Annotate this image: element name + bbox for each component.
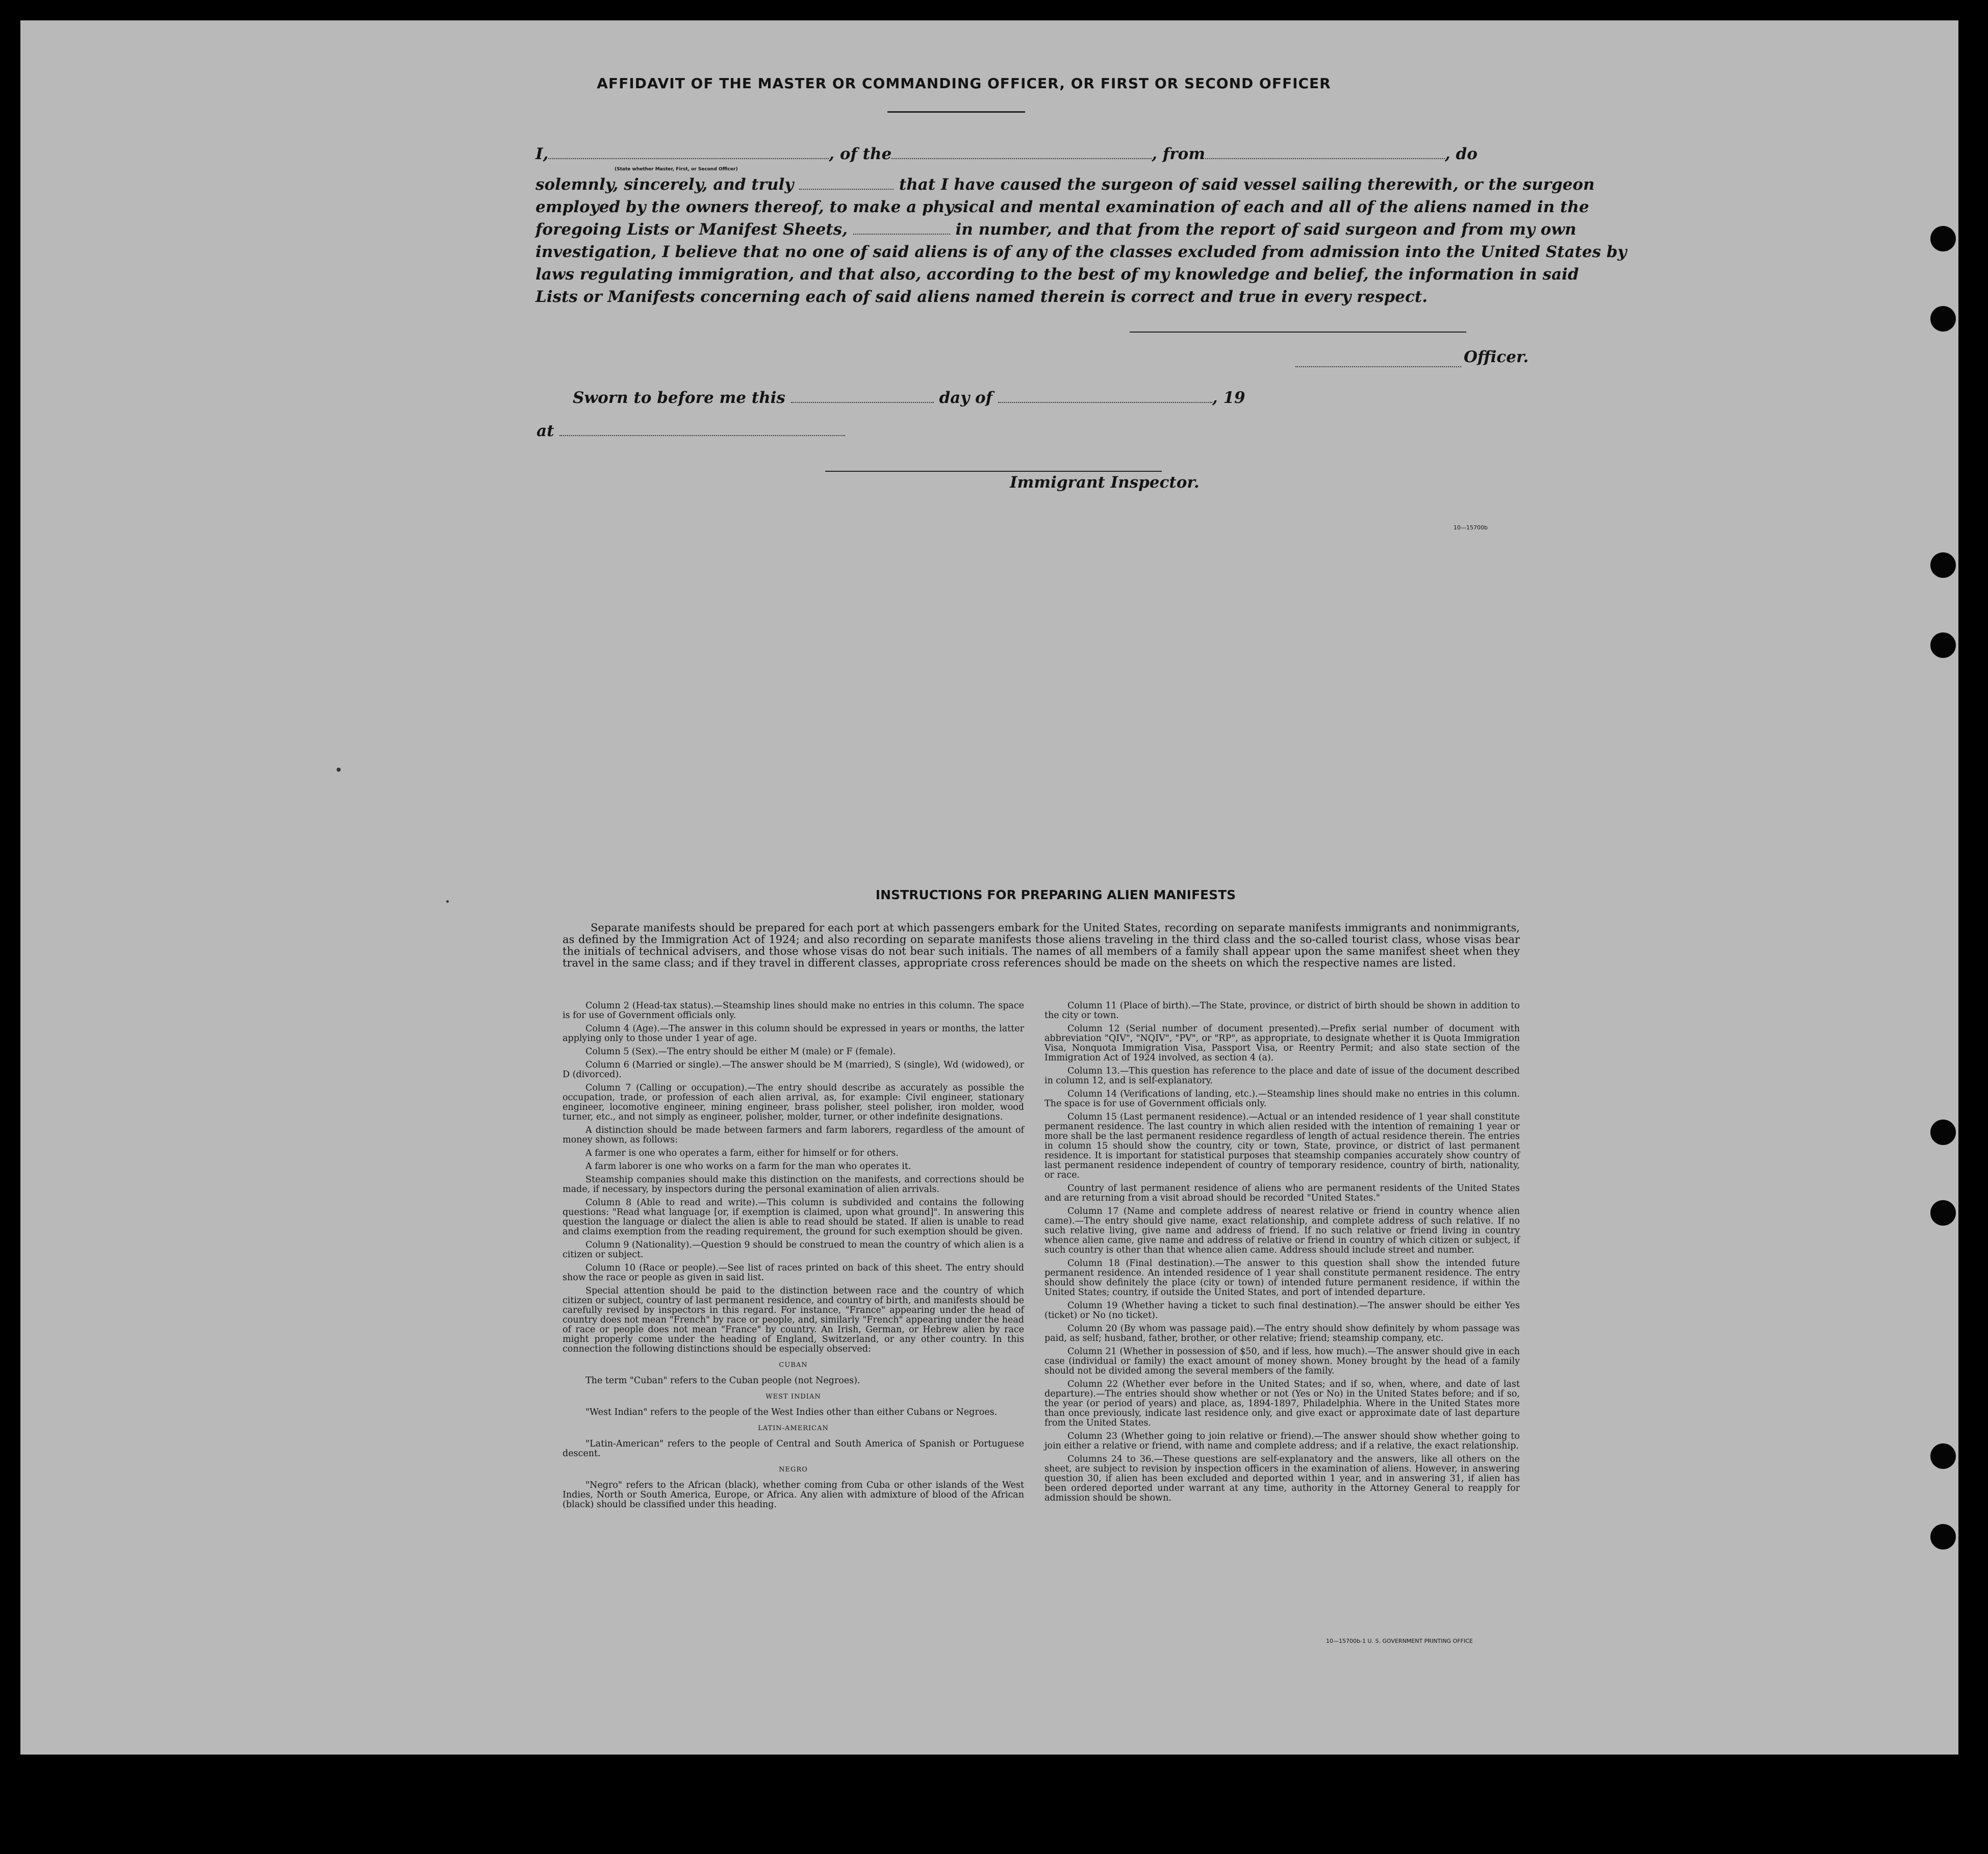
master-signature-line[interactable] [1130,332,1466,333]
instruction-paragraph: A farmer is one who operates a farm, either for himself or for others. [585,1148,899,1158]
punch-hole [1930,552,1956,578]
affidavit-line-1 [536,143,1556,165]
instructions-intro: Separate manifests should be prepared for each port at which passengers embark for the United States, recording on separate manifests immigrants and nonimmigrants, as defined by the Immigration Act of 1924; and also recording on separate manifests those aliens traveling in the third class and the so-called tourist class, whose visas bear the initials of technical advisers, and those whose visas do not bear such initials. The names of all members of a family shall appear upon the same manifest sheet when they travel in the same class; and if they travel in different classes, appropriate cross references should be made on the sheets on which the respective names are listed. [563,922,1520,969]
affidavit-line-6: laws regulating immigration, and that also, according to the best of my knowledge and belief, the information in said [536,265,1579,284]
instruction-paragraph: Column 13.—This question has reference to the place and date of issue of the document described in column 12, and is self-explanatory. [1044,1066,1520,1086]
instruction-paragraph: The term "Cuban" refers to the Cuban people (not Negroes). [585,1376,860,1386]
ink-speck [446,900,449,903]
port-from-blank[interactable] [1205,146,1445,159]
affidavit-text: , of the [829,145,892,163]
inspector-signature-line[interactable] [825,471,1162,472]
affidavit-text: that I have caused the surgeon of said vessel sailing therewith, or the surgeon [899,175,1595,194]
punch-hole [1930,1524,1956,1550]
punch-hole [1930,1120,1956,1145]
officer-signature-line[interactable] [1295,366,1461,367]
instruction-paragraph: Column 4 (Age).—The answer in this column should be expressed in years or months, the latter applying only to those under 1 year of age. [563,1024,1024,1044]
instruction-paragraph: Column 18 (Final destination).—The answer to this question shall show the intended future permanent residence. An intended residence of 1 year shall constitute permanent residence. The entry should show definitely the place (city or town) of intended future permanent residence, if within the United States; country, if outside the United States, and port of intended departure. [1044,1258,1520,1298]
affidavit-text: I, [536,145,549,163]
instruction-paragraph: Column 17 (Name and complete address of nearest relative or friend in country whence alien came).—The entry should give name, exact relationship, and complete address of such relative. If no such relative living, give name and address of friend. If no such relative or friend living in country whence alien came, give name and address of relative or friend in country of which citizen or subject, if such country is other than that whence alien came. Address should include street and number. [1044,1206,1520,1255]
title-underline [887,111,1025,113]
manifest-sheet [20,20,1958,1755]
affidavit-line-4 [536,218,1576,241]
instructions-right-column [1044,1001,1520,1507]
punch-hole [1930,632,1956,658]
sworn-day-blank[interactable] [791,390,934,403]
section-heading: NEGRO [779,1466,808,1474]
instructions-title: INSTRUCTIONS FOR PREPARING ALIEN MANIFESTS [875,887,1236,902]
state-rank-note: (State whether Master, First, or Second Officer) [615,167,738,172]
section-heading: CUBAN [779,1361,808,1369]
officer-label: Officer. [1464,348,1529,366]
inspector-label: Immigrant Inspector. [1010,473,1200,492]
affidavit-line-2 [536,173,1595,196]
officer-rank-blank[interactable] [548,146,829,159]
instruction-paragraph: Column 9 (Nationality).—Question 9 should be construed to mean the country of which alien is a citizen or subject. [563,1240,1024,1260]
sworn-line [573,389,1245,407]
ink-speck [337,768,341,772]
punch-hole [1930,1443,1956,1469]
affidavit-line-5: investigation, I believe that no one of said aliens is of any of the classes excluded from admission into the United States by [536,243,1627,261]
instruction-paragraph: "Negro" refers to the African (black), whether coming from Cuba or other islands of the West Indies, North or South America, Europe, or Africa. Any alien with admixture of blood of the African (black) should be classified under this heading. [563,1480,1024,1510]
affidavit-text: solemnly, sincerely, and truly [536,175,794,194]
sheet-count-blank[interactable] [853,221,950,235]
sworn-place-blank[interactable] [559,423,845,436]
section-heading: WEST INDIAN [766,1393,821,1401]
instruction-paragraph: Column 11 (Place of birth).—The State, province, or district of birth should be shown in addition to the city or town. [1044,1001,1520,1021]
instruction-paragraph: Country of last permanent residence of aliens who are permanent residents of the United States and are returning from a visit abroad should be recorded "United States." [1044,1183,1520,1203]
instruction-paragraph: Column 6 (Married or single).—The answer should be M (married), S (single), Wd (widowed), or D (divorced). [563,1060,1024,1080]
oath-word-blank[interactable] [799,176,894,190]
at-label: at [537,422,554,440]
affidavit-text: , 19 [1212,389,1245,407]
instruction-paragraph: Steamship companies should make this distinction on the manifests, and corrections should be made, if necessary, by inspectors during the personal examination of alien arrivals. [563,1175,1024,1195]
printing-office-footer: 10—15700b-1 U. S. GOVERNMENT PRINTING OFFICE [1326,1638,1473,1644]
instruction-paragraph: A farm laborer is one who works on a farm for the man who operates it. [585,1161,911,1172]
punch-hole [1930,226,1956,251]
instruction-paragraph: Columns 24 to 36.—These questions are self-explanatory and the answers, like all others on the sheet, are subject to revision by inspection officers in the examination of aliens. However, in answering question 30, if alien has been excluded and deported within 1 year, and in answering 31, if alien has been ordered deported under warrant at any time, authority in the Attorney General to reapply for admission should be shown. [1044,1454,1520,1503]
instruction-paragraph: Column 12 (Serial number of document presented).—Prefix serial number of document with abbreviation "QIV", "NQIV", "PV", or "RP", as appropriate, to designate whether it is Quota Immigration Visa, Nonquota Immigration Visa, Passport Visa, or Reentry Permit; and also state section of the Immigration Act of 1924 involved, as section 4 (a). [1044,1024,1520,1063]
affidavit-line-3: employed by the owners thereof, to make a physical and mental examination of each and all of the aliens named in the [536,198,1589,216]
instruction-paragraph: Column 15 (Last permanent residence).—Actual or an intended residence of 1 year shall constitute permanent residence. The last country in which alien resided with the intention of remaining 1 year or more shall be the last permanent residence regardless of length of actual residence therein. The entries in column 15 should show the country, city or town, State, province, or district of last permanent residence. It is important for statistical purposes that steamship companies accurately show country of last permanent residence independent of country of temporary residence, country of birth, nationality, or race. [1044,1112,1520,1180]
instruction-paragraph: Column 7 (Calling or occupation).—The entry should describe as accurately as possible the occupation, trade, or profession of each alien arrival, as, for example: Civil engineer, stationary engineer, locomotive engineer, mining engineer, brass polisher, steel polisher, iron molder, wood turner, etc., and not simply as engineer, polisher, molder, turner, or other indefinite designations. [563,1083,1024,1122]
instruction-paragraph: Column 19 (Whether having a ticket to such final destination).—The answer should be either Yes (ticket) or No (no ticket). [1044,1301,1520,1320]
form-number: 10—15700b [1454,524,1488,531]
instruction-paragraph: Column 5 (Sex).—The entry should be either M (male) or F (female). [585,1047,896,1057]
at-line [537,422,845,440]
instruction-paragraph: Special attention should be paid to the distinction between race and the country of which citizen or subject, country of last permanent residence, and country of birth, and manifests should be carefully revised by inspectors in this regard. For instance, "France" appearing under the head of country does not mean "French" by race or people, and, similarly "French" appearing under the head of race or people does not mean "France" by country. An Irish, German, or Hebrew alien by race might properly come under the heading of England, Switzerland, or any other country. In this connection the following distinctions should be especially observed: [563,1286,1024,1354]
affidavit-text: , from [1152,145,1206,163]
section-heading: LATIN-AMERICAN [758,1425,829,1432]
affidavit-text: day of [939,389,993,407]
instruction-paragraph: Column 22 (Whether ever before in the United States; and if so, when, where, and date of last departure).—The entries should show whether or not (Yes or No) in the United States before; and if so, the year (or period of years) and place, as, 1894-1897, Philadelphia. Where in the United States more than once previously, indicate last residence only, and give exact or approximate date of last departure from the United States. [1044,1379,1520,1428]
punch-hole [1930,306,1956,332]
punch-hole [1930,1200,1956,1226]
affidavit-title: AFFIDAVIT OF THE MASTER OR COMMANDING OFFICER, OR FIRST OR SECOND OFFICER [597,75,1331,92]
affidavit-line-7: Lists or Manifests concerning each of said aliens named therein is correct and true in every respect. [536,288,1428,306]
affidavit-text: in number, and that from the report of said surgeon and from my own [955,220,1576,239]
instruction-paragraph: Column 10 (Race or people).—See list of races printed on back of this sheet. The entry should show the race or people as given in said list. [563,1263,1024,1283]
affidavit-text: , do [1445,145,1477,163]
instruction-paragraph: Column 20 (By whom was passage paid).—The entry should show definitely by whom passage was paid, as self; husband, father, brother, or other relative; friend; steamship company, etc. [1044,1324,1520,1343]
instruction-paragraph: Column 2 (Head-tax status).—Steamship lines should make no entries in this column. The space is for use of Government officials only. [563,1001,1024,1021]
instructions-left-column [563,1001,1024,1513]
affidavit-text: Sworn to before me this [573,389,785,407]
instruction-paragraph: "Latin-American" refers to the people of Central and South America of Spanish or Portuguese descent. [563,1439,1024,1459]
instruction-paragraph: A distinction should be made between farmers and farm laborers, regardless of the amount of money shown, as follows: [563,1125,1024,1145]
sworn-month-blank[interactable] [998,390,1212,403]
vessel-name-blank[interactable] [891,146,1152,159]
instruction-paragraph: Column 21 (Whether in possession of $50, and if less, how much).—The answer should give in each case (individual or family) the exact amount of money shown. Money brought by the head of a family should not be divided among the several members of the family. [1044,1347,1520,1376]
instruction-paragraph: "West Indian" refers to the people of the West Indies other than either Cubans or Negroes. [585,1407,998,1417]
affidavit-text: foregoing Lists or Manifest Sheets, [536,220,848,239]
instruction-paragraph: Column 23 (Whether going to join relative or friend).—The answer should show whether going to join either a relative or friend, with name and complete address; and if a relative, the exact relationship. [1044,1431,1520,1451]
instruction-paragraph: Column 8 (Able to read and write).—This column is subdivided and contains the following questions: "Read what language [or, if exemption is claimed, upon what ground]". In answering this question the language or dialect the alien is able to read should be stated. If alien is unable to read and claims exemption from the reading requirement, the ground for such exemption should be given. [563,1198,1024,1237]
instruction-paragraph: Column 14 (Verifications of landing, etc.).—Steamship lines should make no entries in this column. The space is for use of Government officials only. [1044,1089,1520,1109]
